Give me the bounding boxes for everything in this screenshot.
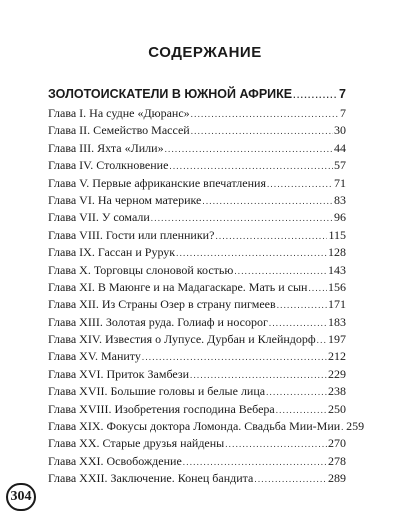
toc-chapter-entry (48, 348, 346, 365)
dot-leader (142, 349, 327, 366)
toc-chapter-entry (48, 418, 365, 435)
toc-chapter-label: Глава V. Первые африканские впечатления (48, 175, 266, 190)
dot-leader (267, 176, 333, 193)
toc-chapter-page: 83 (334, 192, 346, 207)
toc-chapter-page: 250 (328, 401, 346, 416)
dot-leader (165, 141, 333, 158)
dot-leader (183, 454, 327, 471)
toc-part-label: ЗОЛОТОИСКАТЕЛИ В ЮЖНОЙ АФРИКЕ (48, 87, 293, 101)
toc-chapter-label: Глава VII. У сомали (48, 210, 150, 225)
dot-leader (176, 245, 327, 262)
toc-chapter-entry (48, 262, 346, 279)
toc-chapter-page: 57 (334, 158, 346, 173)
toc-chapter-label: Глава XII. Из Страны Озер в страну пигмеев (48, 297, 276, 312)
toc-part-entry (48, 84, 346, 105)
dot-leader (317, 332, 327, 349)
toc-chapter-label: Глава III. Яхта «Лили» (48, 140, 164, 155)
toc-chapter-entry (48, 296, 346, 313)
toc-chapter-label: Глава XIV. Известия о Лупусе. Дурбан и Клейндорф (48, 332, 316, 347)
toc-chapter-label: Глава XXII. Заключение. Конец бандита (48, 471, 254, 486)
page-title: СОДЕРЖАНИЕ (148, 44, 262, 61)
toc-chapter-label: Глава XIX. Фокусы доктора Ломонда. Свадьба Мии-Мии (48, 419, 341, 434)
toc-chapter-entry (48, 105, 346, 122)
toc-chapter-entry (48, 383, 346, 400)
dot-leader (169, 158, 333, 175)
table-of-contents (48, 84, 365, 488)
dot-leader (191, 123, 333, 140)
dot-leader (269, 315, 327, 332)
toc-chapter-page: 259 (346, 419, 365, 434)
toc-chapter-label: Глава XVII. Большие головы и белые лица (48, 384, 266, 399)
toc-chapter-label: Глава XX. Старые друзья найдены (48, 436, 225, 451)
toc-chapter-label: Глава XIII. Золотая руда. Голиаф и носорог (48, 314, 268, 329)
toc-part-page: 7 (339, 87, 346, 101)
toc-chapter-label: Глава XVIII. Изобретения господина Вебера (48, 401, 275, 416)
toc-chapter-entry (48, 314, 346, 331)
toc-chapter-label: Глава X. Торговцы слоновой костью (48, 262, 234, 277)
toc-chapter-label: Глава IX. Гассан и Рурук (48, 245, 176, 260)
toc-chapter-page: 289 (328, 471, 346, 486)
dot-leader (191, 106, 339, 123)
toc-chapter-entry (48, 227, 346, 244)
toc-chapter-page: 171 (328, 297, 346, 312)
toc-chapter-entry (48, 140, 346, 157)
toc-chapter-entry (48, 331, 346, 348)
toc-chapter-label: Глава II. Семейство Массей (48, 123, 190, 138)
toc-chapter-page: 71 (334, 175, 346, 190)
toc-chapter-entry (48, 470, 346, 487)
toc-chapter-entry (48, 435, 346, 452)
toc-chapter-page: 44 (334, 140, 346, 155)
dot-leader (190, 367, 327, 384)
toc-chapter-label: Глава IV. Столкновение (48, 158, 169, 173)
dot-leader (308, 280, 327, 297)
toc-chapter-page: 197 (328, 332, 346, 347)
toc-chapter-entry (48, 244, 346, 261)
toc-chapter-entry (48, 401, 346, 418)
toc-chapter-page: 156 (328, 279, 346, 294)
toc-chapter-page: 212 (328, 349, 346, 364)
dot-leader (254, 471, 327, 488)
dot-leader (234, 263, 327, 280)
dot-leader (225, 436, 327, 453)
dot-leader (277, 297, 327, 314)
toc-chapter-page: 183 (328, 314, 346, 329)
dot-leader (293, 85, 338, 106)
toc-chapter-page: 128 (328, 245, 346, 260)
toc-chapter-label: Глава XI. В Маюнге и на Мадагаскаре. Мать и сын (48, 279, 308, 294)
toc-chapter-page: 229 (328, 366, 346, 381)
toc-chapter-entry (48, 366, 346, 383)
toc-chapter-entry (48, 453, 346, 470)
toc-chapter-page: 270 (328, 436, 346, 451)
toc-chapter-page: 96 (334, 210, 346, 225)
toc-chapter-label: Глава XXI. Освобождение (48, 453, 182, 468)
toc-chapter-entry (48, 175, 346, 192)
toc-chapter-page: 30 (334, 123, 346, 138)
page-number-badge: 304 (6, 483, 36, 511)
toc-chapter-page: 278 (328, 453, 346, 468)
toc-chapter-page: 7 (340, 106, 346, 120)
toc-chapter-entry (48, 192, 346, 209)
toc-chapter-entry (48, 279, 346, 296)
dot-leader (215, 228, 327, 245)
toc-chapter-entry (48, 209, 346, 226)
toc-chapter-label: Глава XVI. Приток Замбези (48, 366, 190, 381)
toc-chapter-page: 143 (328, 262, 346, 277)
dot-leader (276, 402, 327, 419)
toc-chapter-page: 238 (328, 384, 346, 399)
dot-leader (151, 210, 333, 227)
toc-chapter-label: Глава VIII. Гости или пленники? (48, 227, 215, 242)
toc-chapter-page: 115 (328, 227, 346, 242)
toc-chapter-entry (48, 157, 346, 174)
toc-chapter-entry (48, 122, 346, 139)
dot-leader (202, 193, 333, 210)
dot-leader (341, 419, 345, 436)
toc-chapter-label: Глава XV. Маниту (48, 349, 141, 364)
toc-chapter-label: Глава I. На судне «Дюранс» (48, 106, 190, 120)
dot-leader (266, 384, 327, 401)
toc-chapter-label: Глава VI. На черном материке (48, 192, 202, 207)
